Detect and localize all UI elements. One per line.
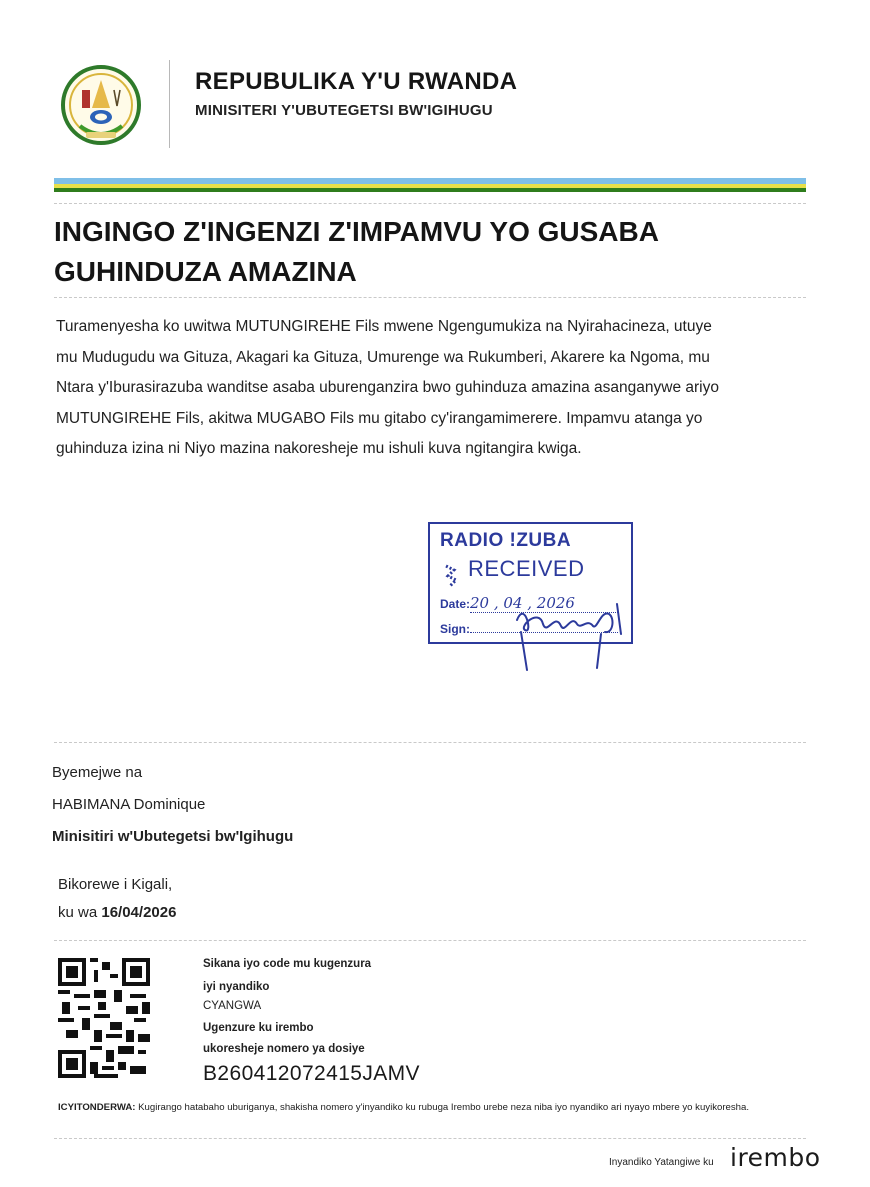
verify-line: Ugenzure ku irembo [203,1022,314,1034]
divider [54,742,806,743]
verify-line: ukoresheje nomero ya dosiye [203,1043,365,1055]
issued-by-label: Inyandiko Yatangiwe ku [609,1157,714,1168]
signatory-position: Minisitiri w'Ubutegetsi bw'Igihugu [52,828,294,845]
divider [54,1138,806,1139]
body-line: mu Mudugudu wa Gituza, Akagari ka Gituza, Umurenge wa Rukumberi, Akarere ka Ngoma, mu [56,348,710,366]
verify-line: iyi nyandiko [203,981,270,993]
document-title-line2: GUHINDUZA AMAZINA [54,256,357,287]
document-title-line1: INGINGO Z'INGENZI Z'IMPAMVU YO GUSABA [54,216,659,247]
signature-icon [505,590,635,675]
flag-band-green [54,188,806,192]
note-text: Kugirango hatabaho uburiganya, shakisha nomero y'inyandiko ku rubuga Irembo urebe neza niba iyo nyandiko ari nyayo mbere yo kuyikoresha. [135,1102,750,1113]
verify-line: CYANGWA [203,1000,262,1012]
stamp-sign-label: Sign: [440,622,470,636]
header-divider [169,60,170,148]
qr-code-icon[interactable] [58,958,150,1078]
body-line: MUTUNGIREHE Fils, akitwa MUGABO Fils mu gitabo cy'irangamimerere. Impamvu atanga yo [56,409,703,427]
issue-place: Bikorewe i Kigali, [58,876,173,893]
body-line: guhinduza izina ni Niyo mazina nakoresheje mu ishuli kuva ngitangira kwiga. [56,440,582,457]
warning-note [58,1098,818,1117]
file-number: B260412072415JAMV [203,1062,420,1085]
body-line: Turamenyesha ko uwitwa MUTUNGIREHE Fils mwene Ngengumukiza na Nyirahacineza, utuye [56,318,712,335]
signatory-name: HABIMANA Dominique [52,796,206,813]
body-paragraph [56,312,816,465]
stamp-date-value: 20 , 04 , 2026 [470,594,618,613]
document-title [54,212,794,292]
rwanda-coat-of-arms-icon [58,62,144,148]
ministry-name: MINISITERI Y'UBUTEGETSI BW'IGIHUGU [195,102,493,119]
body-line: Ntara y'Iburasirazuba wanditse asaba uburenganzira bwo guhinduza amazina asanganywe ariyo [56,379,719,396]
irembo-logo: irembo [730,1143,821,1172]
flag-color-band [54,178,806,192]
divider [54,940,806,941]
approved-by-label: Byemejwe na [52,764,143,781]
divider [54,297,806,298]
note-label: ICYITONDERWA: [58,1102,136,1113]
issue-date: 16/04/2026 [101,904,177,921]
verify-line: Sikana iyo code mu kugenzura [203,958,372,970]
divider [54,203,806,204]
stamp-date-label: Date: [440,597,471,611]
country-name: REPUBULIKA Y'U RWANDA [195,68,518,95]
stamp-received: RECEIVED [468,556,585,581]
issue-date-row [58,904,176,921]
issue-date-prefix: ku wa [58,904,98,921]
stamp-org: RADIO !ZUBA [440,530,572,551]
stamp-mark-icon [440,562,464,590]
